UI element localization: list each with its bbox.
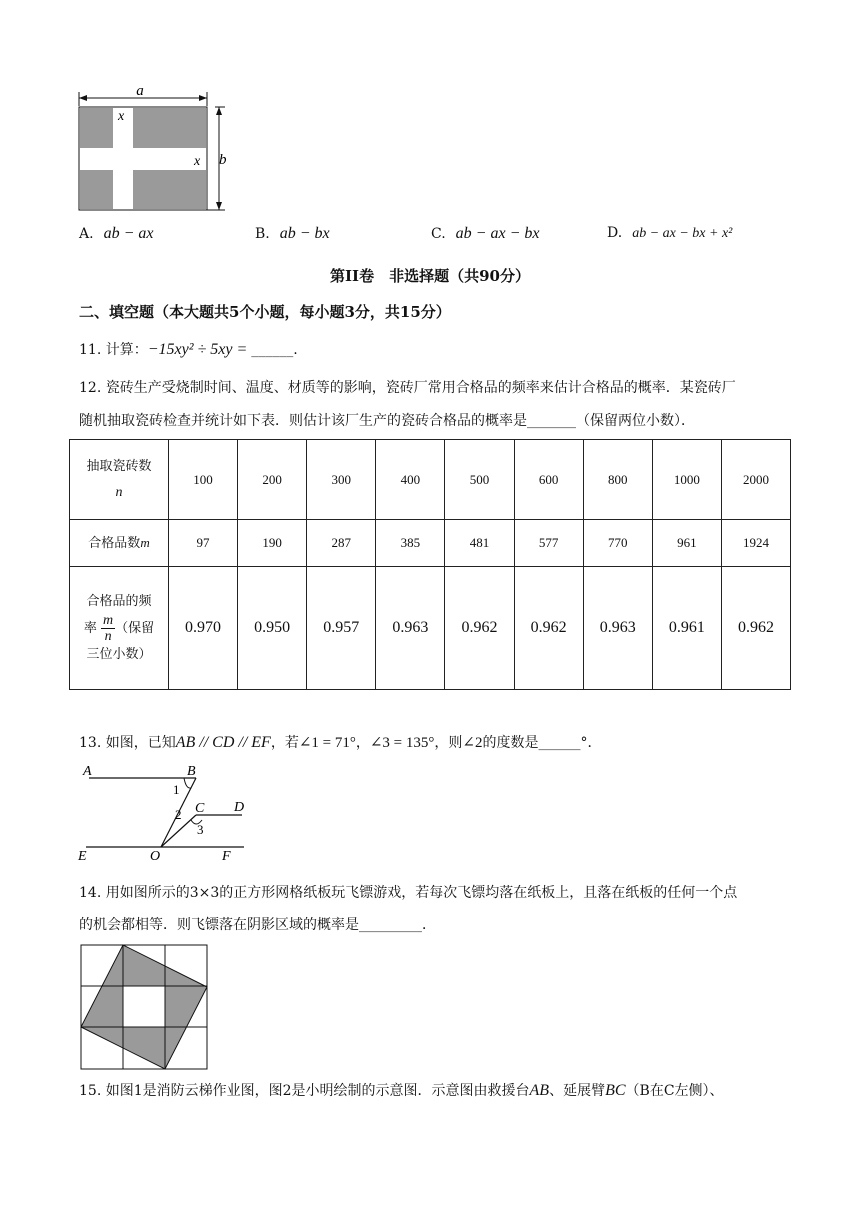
table-cell: 481	[445, 520, 514, 567]
table-cell: 190	[238, 520, 307, 567]
q10-option-a	[79, 225, 153, 243]
q10-rectangle-figure	[70, 82, 240, 217]
table-cell: 300	[307, 440, 376, 520]
table-cell: 0.970	[169, 567, 238, 690]
table-cell: 0.961	[652, 567, 721, 690]
table-cell: 0.963	[583, 567, 652, 690]
table-cell: 0.963	[376, 567, 445, 690]
q14-line2: 的机会都相等．则飞镖落在阴影区域的概率是_________．	[79, 917, 436, 933]
table-cell: 100	[169, 440, 238, 520]
angle-2-label: 2	[175, 807, 182, 822]
q10-option-c	[431, 225, 539, 243]
q14-line1: 14. 用如图所示的3×3的正方形网格纸板玩飞镖游戏，若每次飞镖均落在纸板上，且落在纸板的任何一个点	[79, 885, 738, 901]
point-o: O	[150, 849, 161, 862]
part2-heading: 二、填空题（本大题共5个小题，每小题3分，共15分）	[79, 303, 451, 321]
q13-parallel-lines-figure	[74, 762, 274, 862]
angle-3-label: 3	[197, 822, 204, 837]
option-letter: A.	[79, 226, 94, 242]
q12-line1: 12. 瓷砖生产受烧制时间、温度、材质等的影响，瓷砖厂常用合格品的频率来估计合格品的概率．某瓷砖厂	[79, 380, 736, 396]
point-c: C	[195, 801, 205, 816]
table-cell: 400	[376, 440, 445, 520]
point-f: F	[222, 849, 231, 862]
q13-angle3: ∠3 = 135°	[369, 735, 435, 751]
point-b: B	[187, 764, 196, 779]
q15-ab: AB	[529, 1082, 550, 1099]
row-header-n: 抽取瓷砖数 n	[70, 440, 169, 520]
table-cell: 0.962	[445, 567, 514, 690]
table-cell: 600	[514, 440, 583, 520]
table-cell: 97	[169, 520, 238, 567]
q10-label-a: a	[136, 83, 144, 99]
point-a: A	[83, 764, 92, 779]
row-header-m: 合格品数m	[70, 520, 169, 567]
q11-number: 11.	[79, 342, 102, 358]
table-cell: 385	[376, 520, 445, 567]
q13-angle2: ∠2	[462, 735, 483, 751]
table-cell: 1000	[652, 440, 721, 520]
table-cell: 500	[445, 440, 514, 520]
m-over-n-fraction: $\frac{m}{n}$	[103, 612, 114, 644]
option-letter: B.	[255, 226, 270, 242]
table-row-frequency	[70, 567, 791, 690]
q10-option-b	[255, 225, 330, 243]
q11-expr: −15xy² ÷ 5xy =	[147, 341, 252, 358]
angle-1-label: 1	[173, 782, 180, 797]
table-cell: 0.962	[721, 567, 790, 690]
q14-dartboard-grid-figure	[80, 944, 210, 1072]
q11	[79, 340, 298, 360]
table-cell: 800	[583, 440, 652, 520]
table-cell: 0.957	[307, 567, 376, 690]
q15-text: 15. 如图1是消防云梯作业图，图2是小明绘制的示意图．示意图由救援台AB、延展臂BC（B在C左侧）、	[79, 1082, 724, 1099]
table-cell: 0.962	[514, 567, 583, 690]
point-e: E	[78, 849, 87, 862]
table-cell: 1924	[721, 520, 790, 567]
table-cell: 2000	[721, 440, 790, 520]
q13-parallel-expr: AB // CD // EF	[175, 734, 271, 751]
q10-option-d	[607, 225, 732, 242]
q10-label-x-mid: x	[194, 154, 201, 169]
q15-bc: BC	[605, 1082, 626, 1099]
q11-text: 计算：	[105, 342, 148, 358]
q12-frequency-table	[69, 439, 791, 690]
option-letter: C.	[431, 226, 446, 242]
table-cell: 961	[652, 520, 721, 567]
section-title: 第II卷 非选择题（共90分）	[330, 267, 530, 285]
option-expr: ab − ax − bx	[455, 225, 540, 242]
option-letter: D.	[607, 225, 623, 241]
table-cell: 577	[514, 520, 583, 567]
option-expr: ab − ax	[103, 225, 154, 242]
option-expr: ab − ax − bx + x²	[632, 226, 733, 241]
table-row-n	[70, 440, 791, 520]
q10-label-x-top: x	[118, 109, 125, 124]
q13-text: 13. 如图，已知AB // CD // EF，若∠1 = 71°，∠3 = 135°，则∠2的度数是______°．	[79, 734, 602, 751]
table-row-m	[70, 520, 791, 567]
point-d: D	[234, 800, 245, 815]
q12-line2: 随机抽取瓷砖检查并统计如下表．则估计该厂生产的瓷砖合格品的概率是_______（保留两位小数）．	[79, 413, 695, 429]
row-header-frequency: 合格品的频 率 $\frac{m}{n}$ （保留 三位小数）	[70, 567, 169, 690]
table-cell: 200	[238, 440, 307, 520]
table-cell: 770	[583, 520, 652, 567]
option-expr: ab − bx	[279, 225, 330, 242]
q10-label-b: b	[219, 152, 227, 168]
q11-blank: ______.	[251, 342, 298, 358]
q13-angle1: ∠1 = 71°	[298, 735, 356, 751]
table-cell: 0.950	[238, 567, 307, 690]
table-cell: 287	[307, 520, 376, 567]
